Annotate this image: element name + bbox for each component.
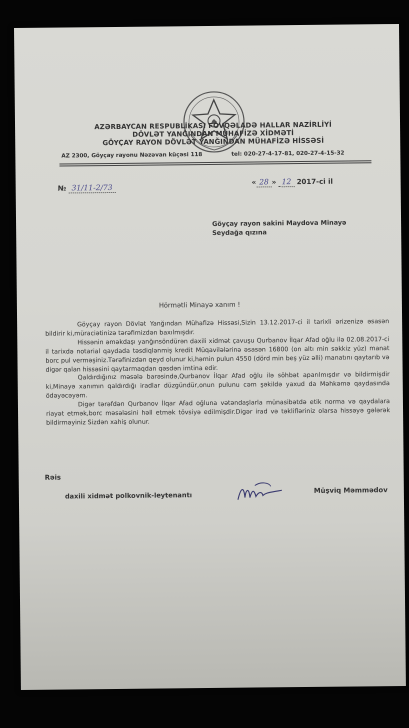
reference-number (58, 183, 116, 193)
phone-numbers: tel: 020-27-4-17-81, 020-27-4-15-32 (231, 150, 345, 158)
body-paragraph: Göyçay rayon Dövlət Yanğından Mühafizə Hissəsi,Sizin 13.12.2017-ci il tarixli ərizenizə əsasən bildirir ki,müraciətinizə tərəfimizdən baxılmışdır. (45, 318, 390, 338)
recipient-line-2: Seydağa qızına (212, 228, 267, 237)
ministry-name: AZƏRBAYCAN RESPUBLİKASI FÖVQƏLADƏ HALLAR NAZİRLİYİ (94, 120, 332, 132)
date-day: 28 (256, 177, 272, 187)
street-address: AZ 2300, Göyçay rayonu Nəzəvan küçəsi 118 (61, 152, 203, 160)
signatory-name: Müşviq Məmmədov (313, 486, 388, 495)
handwritten-signature (235, 477, 285, 508)
address-line (61, 150, 371, 159)
body-paragraph: Hissənin əməkdaşı yanğınsöndürən daxili xidmət çavuşu Qurbanov İlqar Afad oğlu ilə 02.08.2017-ci il tarixdə notarial qaydada təsdiqlənmiş kredit Müqavilələrinə əsasən 16800 (on altı min səkkiz yüz) manat borc pul verməşiniz.Tərəfinizdən qeyd olunur ki,həmin pulun 4550 (dörd min beş yüz əlli) manatını qaytarıb və digər qalan hissəsini qaytarmaqdan qəsdən imtina edir. (45, 335, 390, 374)
signatory-rank: daxili xidmət polkovnik-leytenantı (64, 491, 193, 501)
document-page (14, 24, 406, 690)
letter-body (45, 318, 390, 428)
reference-handwritten: 31/11-2/73 (69, 183, 116, 193)
signatory-title: Rəis (44, 473, 61, 482)
body-paragraph: Qaldırdığınız məsələ barəsində,Qurbanov İlqar Afad oğlu ilə söhbət aparılmışdır və bildirmişdir ki,Minayə xanımın qaldırdığı iradlar düzgündür,onun pulunu cəm şəkildə yaxud da Məhkəmə qaydasında ödəyəcəyəm. (45, 371, 390, 400)
reference-prefix: № (57, 184, 67, 193)
recipient-line-1: Göyçay rayon sakini Maydova Minayə (212, 218, 347, 228)
date-year: 2017-ci il (296, 177, 333, 187)
unit-name: GÖYÇAY RAYON DÖVLƏT YANĞINDAN MÜHAFİZƏ HİSSƏSİ (102, 136, 325, 148)
salutation: Hörmətli Minayə xanım ! (158, 300, 241, 310)
service-name: DÖVLƏT YANĞINDAN MÜHAFİZƏ XİDMƏTİ (132, 129, 294, 139)
document-date: « 28 » 12 2017-ci il (251, 177, 333, 187)
body-paragraph: Digər tərəfdən Qurbanov İlqar Afad oğluna vətəndaşlarla münasibətdə etik norma və qaydalara riayət etmək,borc məsələsini həll etmək tövsiyə edilmişdir.Digər irad və təklifləriniz olarsa hissəyə gələrək bildirməyiniz Sizdən xahiş olunur. (46, 398, 391, 427)
date-month: 12 (279, 177, 295, 187)
recipient-block (212, 218, 392, 238)
